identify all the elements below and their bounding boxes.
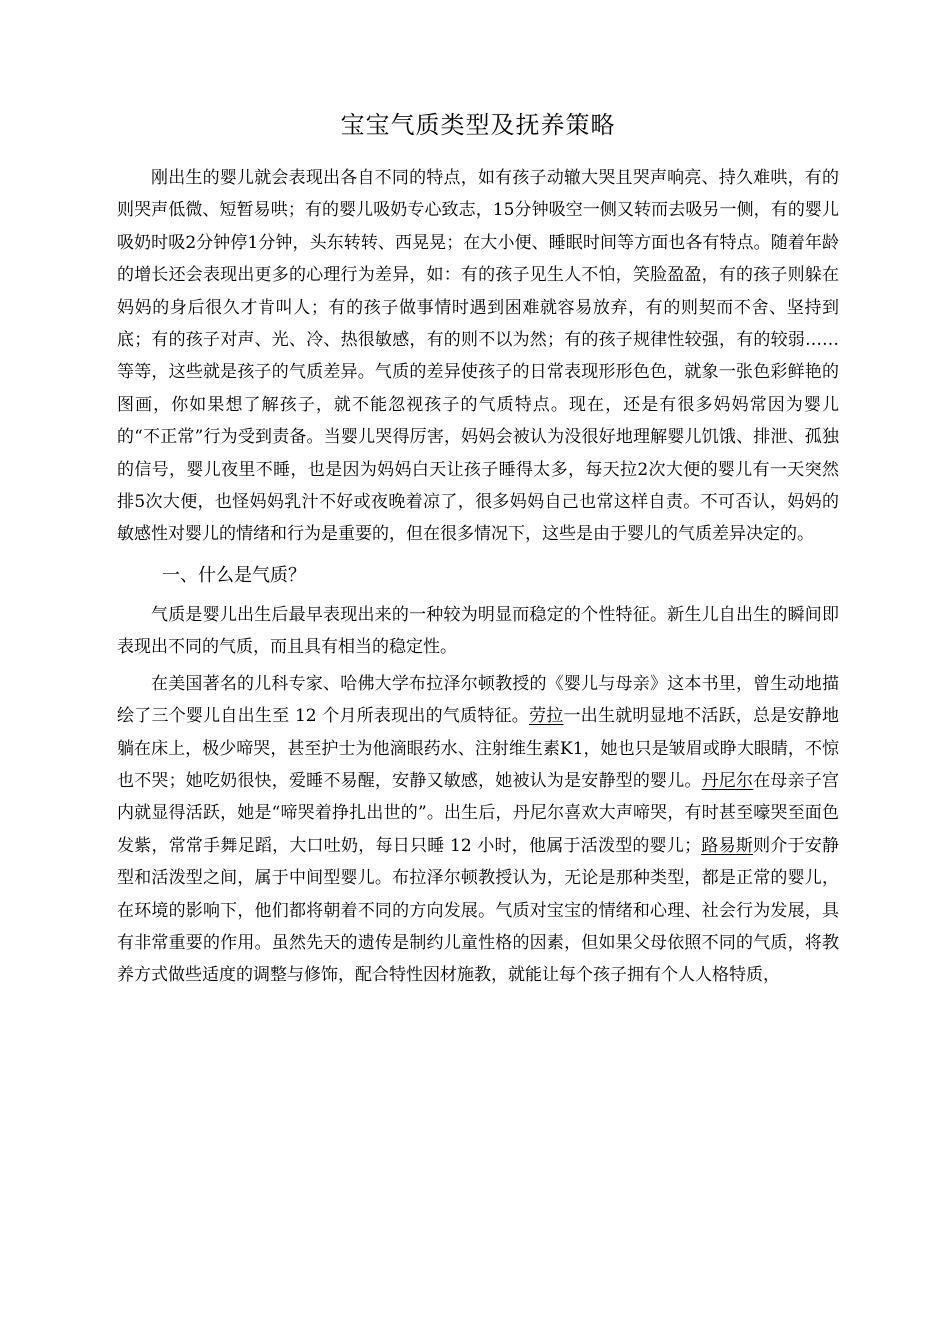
definition-paragraph: 气质是婴儿出生后最早表现出来的一种较为明显而稳定的个性特征。新生儿自出生的瞬间即表现出不同的气质，而且具有相当的稳定性。: [117, 604, 839, 658]
example-text-4: 则介于安静型和活泼型之间，属于中间型婴儿。布拉泽尔顿教授认为，无论是那种类型，都是正常的婴儿，在环境的影响下，他们都将朝着不同的方向发展。气质对宝宝的情绪和心理、社会行为发展，具有非常重要的作用。虽然先天的遗传是制约儿童性格的因素，但如果父母依照不同的气质，将教养方式做些适度的调整与修饰，配合特性因材施教，就能让每个孩子拥有个人人格特质，: [117, 835, 839, 986]
section-heading: 一、什么是气质？: [162, 564, 306, 586]
baby-name-louis: 路易斯: [701, 835, 754, 856]
document-page: [117, 108, 839, 992]
example-text-3: 在母亲子宫内就显得活跃，她是“啼哭着挣扎出世的”。出生后，丹尼尔喜欢大声啼哭，有时甚至嚎哭至面色发紫，常常手舞足蹈，大口吐奶，每日只睡 12 小时，他属于活泼型的婴儿；: [117, 770, 840, 856]
document-title: 宝宝气质类型及抚养策略: [340, 111, 616, 139]
example-paragraph: [117, 668, 839, 992]
example-text-1: 在美国著名的儿科专家、哈佛大学布拉泽尔顿教授的《婴儿与母亲》这本书里，曾生动地描绘了三个婴儿自出生至 12 个月所表现出的气质特征。: [117, 673, 839, 727]
example-text-2: 一出生就明显地不活跃，总是安静地躺在床上，极少啼哭，甚至护士为他滴眼药水、注射维生素K1，她也只是皱眉或睁大眼睛，不惊也不哭；她吃奶很快，爱睡不易醒，安静又敏感，她被认为是安静型的婴儿。: [117, 706, 839, 791]
baby-name-daniel: 丹尼尔: [701, 770, 754, 791]
intro-paragraph: 刚出生的婴儿就会表现出各自不同的特点，如有孩子动辙大哭且哭声响亮、持久难哄，有的则哭声低微、短暂易哄；有的婴儿吸奶专心致志，15分钟吸空一侧又转而去吸另一侧，有的婴儿吸奶时吸2分钟停1分钟，头东转转、西晃晃；在大小便、睡眠时间等方面也各有特点。随着年龄的增长还会表现出更多的心理行为差异，如：有的孩子见生人不怕，笑脸盈盈，有的孩子则躲在妈妈的身后很久才肯叫人；有的孩子做事情时遇到困难就容易放弃，有的则契而不舍、坚持到底；有的孩子对声、光、冷、热很敏感，有的则不以为然；有的孩子规律性较强，有的较弱……等等，这些就是孩子的气质差异。气质的差异使孩子的日常表现形形色色，就象一张色彩鲜艳的图画，你如果想了解孩子，就不能忽视孩子的气质特点。现在，还是有很多妈妈常因为婴儿的“不正常”行为受到责备。当婴儿哭得厉害，妈妈会被认为没很好地理解婴儿饥饿、排泄、孤独的信号，婴儿夜里不睡，也是因为妈妈白天让孩子睡得太多，每天拉2次大便的婴儿有一天突然排5次大便，也怪妈妈乳汁不好或夜晚着凉了，很多妈妈自己也常这样自责。不可否认，妈妈的敏感性对婴儿的情绪和行为是重要的，但在很多情况下，这些是由于婴儿的气质差异决定的。: [117, 168, 839, 545]
baby-name-laura: 劳拉: [529, 706, 564, 727]
